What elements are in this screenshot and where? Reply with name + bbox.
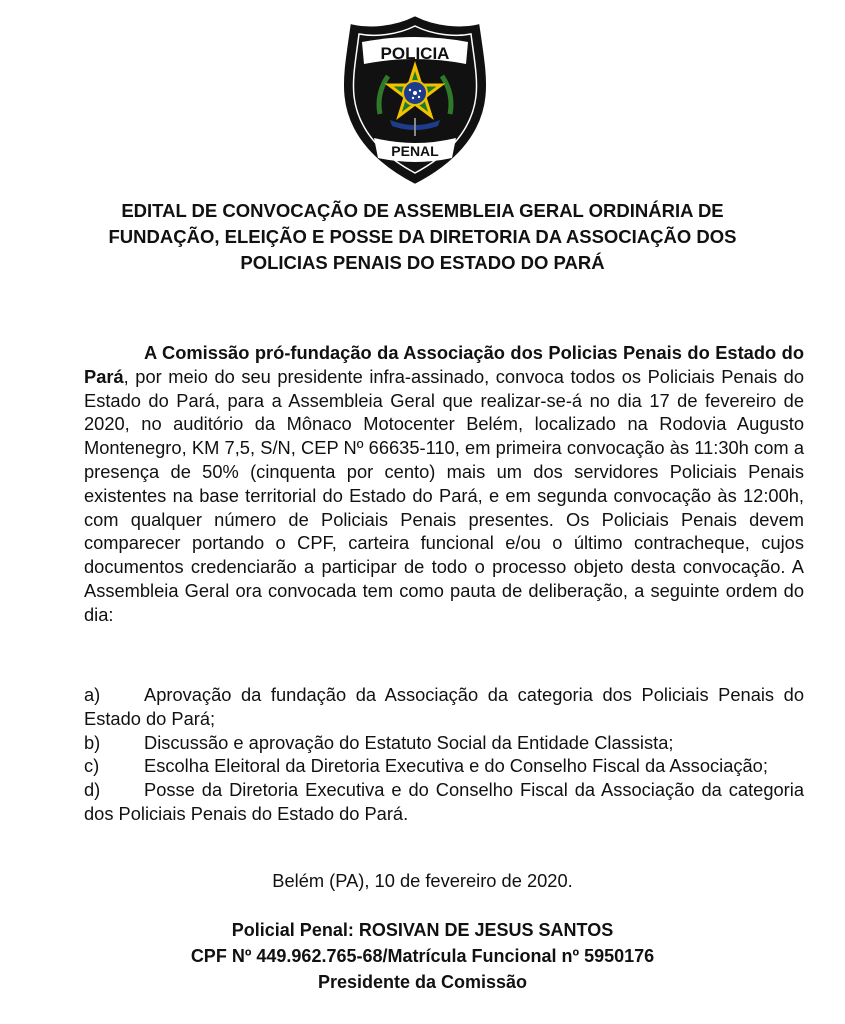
document-title <box>60 198 785 276</box>
signature-name: Policial Penal: ROSIVAN DE JESUS SANTOS <box>231 920 614 940</box>
agenda-text: Escolha Eleitoral da Diretoria Executiva e do Conselho Fiscal da Associação; <box>144 755 768 777</box>
title-line: EDITAL DE CONVOCAÇÃO DE ASSEMBLEIA GERAL ORDINÁRIA DE <box>121 200 724 221</box>
agenda-list <box>84 683 804 826</box>
agenda-marker: d) <box>84 779 101 801</box>
signature-ids: CPF Nº 449.962.765-68/Matrícula Funcional nº 5950176 <box>190 946 655 966</box>
convocation-paragraph <box>84 341 804 627</box>
agenda-text: Aprovação da fundação da Associação da categoria dos Policiais Penais do Estado do Pará; <box>84 684 804 729</box>
paragraph-text: , por meio do seu presidente infra-assinado, convoca todos os Policiais Penais do Estado do Pará, para a Assembleia Geral que realizar-se-á no dia 17 de fevereiro de 2020, no auditório da Mônaco Motocenter Belém, localizado na Rodovia Augusto Montenegro, KM 7,5, S/N, CEP Nº 66635-110, em primeira convocação às 11:30h com a presença de 50% (cinquenta por cento) mais um dos servidores Policiais Penais existentes na base territorial do Estado do Pará, e em segunda convocação às 12:00h, com qualquer número de Policiais Penais presentes. Os Policiais Penais devem comparecer portando o CPF, carteira funcional e/ou o último contracheque, cujos documentos credenciarão a participar de todo o processo objeto desta convocação. A Assembleia Geral ora convocada tem como pauta de deliberação, a seguinte ordem do dia: <box>84 365 804 625</box>
title-line: FUNDAÇÃO, ELEIÇÃO E POSSE DA DIRETORIA DA ASSOCIAÇÃO DOS <box>108 226 737 247</box>
agenda-item <box>84 754 804 778</box>
policia-penal-badge-logo <box>340 14 490 186</box>
badge-bottom-text: PENAL <box>391 143 439 159</box>
agenda-marker: a) <box>84 684 101 705</box>
agenda-item <box>84 683 804 731</box>
date-line: Belém (PA), 10 de fevereiro de 2020. <box>272 870 573 891</box>
agenda-item <box>84 778 804 826</box>
title-line: POLICIAS PENAIS DO ESTADO DO PARÁ <box>240 252 605 273</box>
agenda-text: Posse da Diretoria Executiva e do Conselho Fiscal da Associação da categoria dos Policiais Penais do Estado do Pará. <box>84 779 804 824</box>
agenda-marker: c) <box>84 755 100 777</box>
agenda-item <box>84 731 804 755</box>
signature-block <box>0 917 845 995</box>
agenda-text: Discussão e aprovação do Estatuto Social da Entidade Classista; <box>144 731 674 753</box>
agenda-marker: b) <box>84 731 101 753</box>
paragraph-lead-bold: A Comissão pró-fundação da Associação dos Policias Penais do Estado do Pará <box>84 342 804 387</box>
badge-top-text: POLICIA <box>380 44 450 63</box>
signature-role: Presidente da Comissão <box>317 972 528 992</box>
